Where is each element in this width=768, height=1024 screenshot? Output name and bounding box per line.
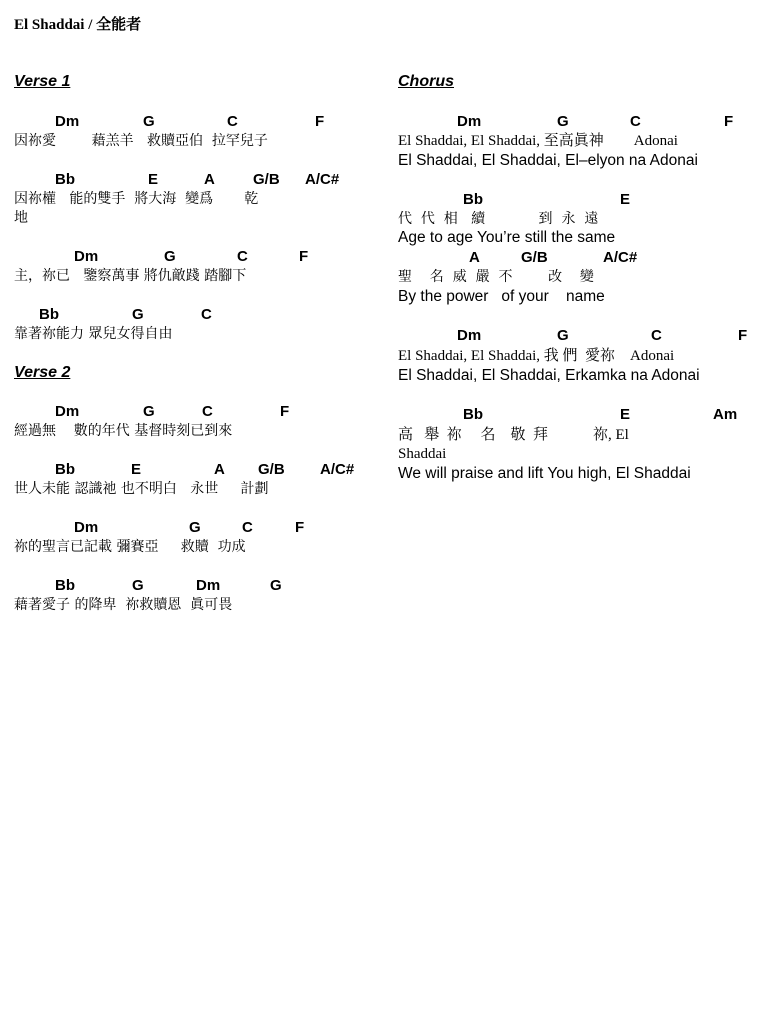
- chord: C: [651, 327, 662, 344]
- chord: Dm: [55, 403, 80, 420]
- chord: G: [164, 248, 176, 265]
- chord: G: [270, 577, 282, 594]
- chord: Bb: [463, 406, 483, 423]
- lyric-line: 世人未能 認識祂 也不明白 永世 計劃: [14, 481, 269, 497]
- chord: F: [315, 113, 325, 130]
- verse2-heading: Verse 2: [14, 364, 71, 381]
- chord: F: [299, 248, 309, 265]
- chord: C: [202, 403, 213, 420]
- lyric-line: 聖 名 威 嚴 不 改 變: [398, 269, 594, 285]
- chord: Bb: [55, 577, 75, 594]
- song-title: El Shaddai / 全能者: [14, 17, 142, 33]
- english-line: Age to age You’re still the same: [398, 229, 616, 246]
- chorus-heading: Chorus: [398, 73, 454, 90]
- chord: G: [132, 306, 144, 323]
- chord: Dm: [74, 519, 99, 536]
- chord: E: [131, 461, 142, 478]
- chord: C: [242, 519, 253, 536]
- chord: Dm: [55, 113, 80, 130]
- chord: G/B: [521, 249, 548, 266]
- chord: G: [557, 327, 569, 344]
- chord: G: [143, 113, 155, 130]
- english-line: El Shaddai, El Shaddai, El–elyon na Adonai: [398, 152, 698, 169]
- chord: F: [724, 113, 734, 130]
- chord: A: [469, 249, 480, 266]
- lyric-line: El Shaddai, El Shaddai, 至高眞神 Adonai: [398, 133, 678, 149]
- chord: F: [738, 327, 748, 344]
- lyric-line: 祢的聖言已記載 彌賽亞 救贖 功成: [14, 539, 246, 555]
- chord: A/C#: [603, 249, 638, 266]
- chord: F: [295, 519, 305, 536]
- chord: G/B: [253, 171, 280, 188]
- chord: Bb: [463, 191, 483, 208]
- chord: C: [201, 306, 212, 323]
- chord: Dm: [196, 577, 221, 594]
- chord: A: [214, 461, 225, 478]
- chord: Am: [713, 406, 738, 423]
- chord: Dm: [457, 327, 482, 344]
- chord: G/B: [258, 461, 285, 478]
- chord: C: [630, 113, 641, 130]
- chord: F: [280, 403, 290, 420]
- chord: G: [557, 113, 569, 130]
- lyric-line: 代 代 相 續 到 永 遠: [398, 211, 599, 227]
- lyric-line: 因祢權 能的雙手 將大海 變爲 乾: [14, 191, 259, 207]
- english-line: We will praise and lift You high, El Shaddai: [398, 465, 691, 482]
- lyric-line: 主，祢已 鑒察萬事 將仇敵踐 踏腳下: [14, 268, 247, 284]
- chord: Bb: [55, 171, 75, 188]
- chord: G: [132, 577, 144, 594]
- chord: A: [204, 171, 215, 188]
- chord: C: [237, 248, 248, 265]
- chord: E: [620, 191, 631, 208]
- chord: G: [143, 403, 155, 420]
- chord: E: [620, 406, 631, 423]
- verse1-heading: Verse 1: [14, 73, 71, 90]
- english-line: El Shaddai, El Shaddai, Erkamka na Adonai: [398, 367, 700, 384]
- english-line: By the power of your name: [398, 288, 605, 305]
- lyric-line: 靠著祢能力 眾兒女得自由: [14, 326, 173, 342]
- chord: Dm: [74, 248, 99, 265]
- chord: G: [189, 519, 201, 536]
- chord: A/C#: [305, 171, 340, 188]
- chord: E: [148, 171, 159, 188]
- lyric-line: Shaddai: [398, 446, 447, 462]
- chord: A/C#: [320, 461, 355, 478]
- lyric-line: El Shaddai, El Shaddai, 我 們 愛祢 Adonai: [398, 348, 675, 364]
- chord: C: [227, 113, 238, 130]
- lyric-line: 地: [14, 210, 28, 226]
- lyric-line: 高 舉 祢 名 敬 拜 祢, El: [398, 427, 629, 443]
- lyric-line: 因祢愛 藉羔羊 救贖亞伯 拉罕兒子: [14, 133, 268, 149]
- lyric-line: 藉著愛子 的降卑 祢救贖恩 眞可畏: [14, 597, 233, 613]
- chord: Bb: [55, 461, 75, 478]
- chord: Dm: [457, 113, 482, 130]
- chord: Bb: [39, 306, 59, 323]
- lyric-line: 經過無 數的年代 基督時刻已到來: [14, 423, 233, 439]
